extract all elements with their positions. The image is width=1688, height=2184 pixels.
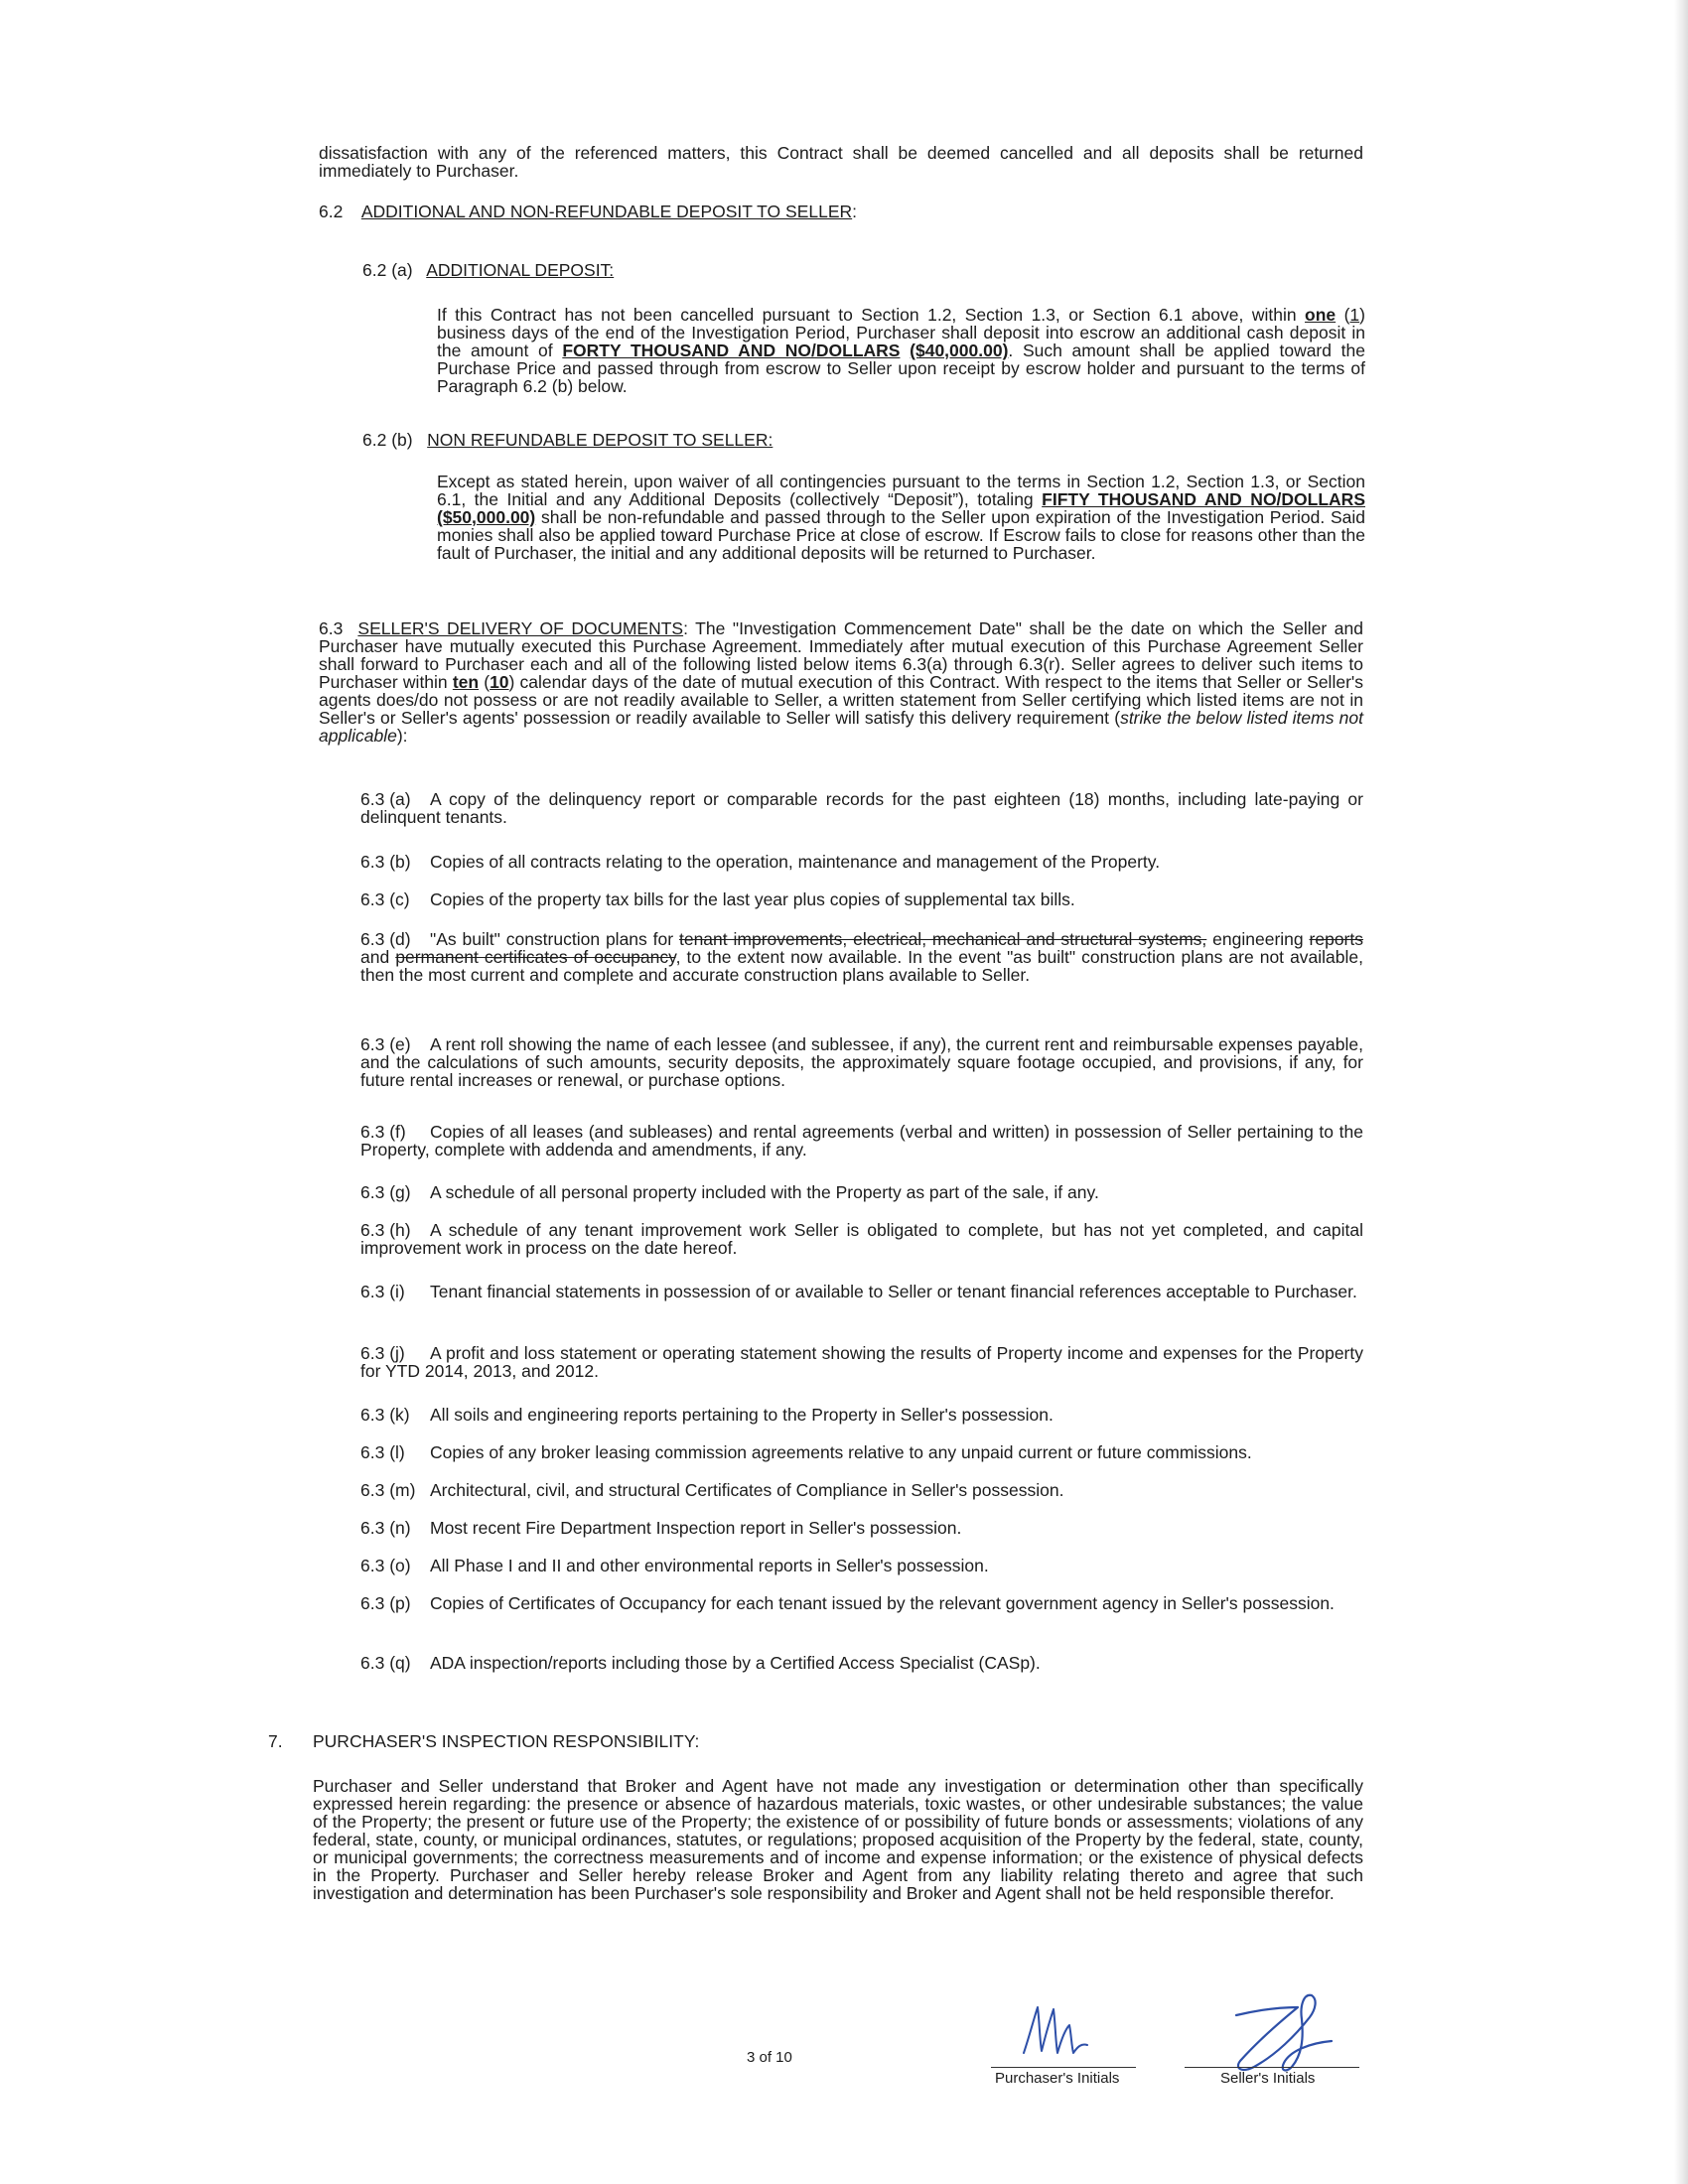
item-label: 6.3 (b) [360,852,411,872]
list-item-6-3a [360,790,1363,826]
item-label: 6.3 (k) [360,1405,410,1425]
body-text: shall be non-refundable and passed through to the Seller upon expiration of the Investigation Period. Said monies shall also be applied toward Purchase Price at close of escrow. If Escrow fails to close for reasons other than the fault of Purchaser, the initial and any additional deposits will be returned to Purchaser. [437,507,1365,563]
purchaser-initials-line [991,2067,1136,2068]
item-label: 6.3 (a) [360,789,411,809]
item-label: 6.3 (g) [360,1182,411,1202]
purchaser-initials-label: Purchaser's Initials [995,2070,1120,2087]
item-text: A schedule of any tenant improvement work Seller is obligated to complete, but has not yet completed, and capital improvement work in process on the date hereof. [360,1220,1363,1258]
body-text: ) calendar days of the date of mutual execution of this Contract. With respect to the items that Seller or Seller's agents does/do not possess or are not readily available to Seller, a written statement from Seller certifying which listed items are not in Seller's or Seller's agents' possession or readily available to Seller will satisfy this delivery requirement ( [319,672,1363,728]
amount-words: FORTY THOUSAND AND NO/DOLLARS [562,341,901,360]
body-text-emphasis: 1 [1349,305,1360,325]
item-text: All Phase I and II and other environmental reports in Seller's possession. [430,1556,989,1575]
section-6-2a-body [437,306,1365,395]
item-text: Copies of the property tax bills for the last year plus copies of supplemental tax bills. [430,889,1075,909]
section-7-number: 7. [268,1731,283,1751]
list-item-6-3k [360,1406,1363,1424]
seller-initials-label: Seller's Initials [1220,2070,1316,2087]
list-item-6-3m [360,1481,1363,1499]
section-7-heading: PURCHASER'S INSPECTION RESPONSIBILITY: [313,1731,700,1751]
list-item-6-3c [360,890,1363,908]
item-text: , to the extent now available. In the event "as built" construction plans are not available, then the most current and complete and accurate construction plans available to Seller. [360,947,1364,985]
body-text: ): [396,726,408,746]
amount-words: FIFTY THOUSAND AND NO/DOLLARS [1042,489,1365,509]
purchaser-initials-block [991,1995,1140,2085]
subsection-title: ADDITIONAL DEPOSIT: [426,260,615,280]
item-text-struck: reports [1309,929,1363,949]
subsection-title: NON REFUNDABLE DEPOSIT TO SELLER: [427,430,774,450]
item-text: Tenant financial statements in possession of or available to Seller or tenant financial references acceptable to Purchaser. [430,1282,1357,1301]
item-label: 6.3 (o) [360,1556,411,1575]
item-label: 6.3 (h) [360,1220,411,1240]
list-item-6-3j [360,1344,1363,1380]
subsection-number: 6.2 (b) [362,430,413,450]
item-text: Most recent Fire Department Inspection report in Seller's possession. [430,1518,962,1538]
list-item-6-3f [360,1123,1363,1159]
item-text: A copy of the delinquency report or comparable records for the past eighteen (18) months, including late-paying or delinquent tenants. [360,789,1363,827]
section-title: ADDITIONAL AND NON-REFUNDABLE DEPOSIT TO SELLER [360,202,853,221]
section-number: 6.2 [319,202,344,221]
body-text: ( [1336,305,1350,325]
list-item-6-3l [360,1443,1363,1461]
item-label: 6.3 (l) [360,1442,405,1462]
section-6-2b-body [437,473,1365,562]
section-6-2-heading [319,203,1212,220]
heading-colon: : [852,202,858,221]
item-label: 6.3 (m) [360,1480,416,1500]
body-text: . Such amount shall be applied toward the Purchase Price and passed through from escrow to Seller upon receipt by escrow holder and pursuant to the terms of Paragraph 6.2 (b) below. [437,341,1365,396]
body-text: ( [479,672,491,692]
seller-initials-line [1185,2067,1359,2068]
list-item-6-3p [360,1594,1363,1612]
item-label: 6.3 (i) [360,1282,405,1301]
item-text: Architectural, civil, and structural Certificates of Compliance in Seller's possession. [430,1480,1064,1500]
list-item-6-3d [360,930,1363,984]
section-6-2a-heading [362,261,958,279]
page-number: 3 of 10 [747,2049,792,2066]
body-text: Except as stated herein, upon waiver of all contingencies pursuant to the terms in Section 1.2, Section 1.3, or Section 6.1, the Initial and any Additional Deposits (collectively “Deposit”), totaling [437,472,1365,509]
list-item-6-3o [360,1557,1363,1574]
item-text: A profit and loss statement or operating statement showing the results of Property income and expenses for the Property for YTD 2014, 2013, and 2012. [360,1343,1363,1381]
body-text-emphasis: 10 [490,672,509,692]
item-text: Copies of any broker leasing commission agreements relative to any unpaid current or future commissions. [430,1442,1252,1462]
list-item-6-3b [360,853,1363,871]
list-item-6-3g [360,1183,1363,1201]
body-text-italic: strike the below listed items not applicable [319,708,1363,746]
item-label: 6.3 (f) [360,1122,406,1142]
purchaser-initials-signature [1016,1995,1105,2065]
section-6-3-intro [319,619,1363,745]
item-label: 6.3 (p) [360,1593,411,1613]
amount-number: ($50,000.00) [437,507,536,527]
body-text: ) business days of the end of the Investigation Period, Purchaser shall deposit into escrow an additional cash deposit in the amount of [437,305,1365,360]
item-text: Copies of Certificates of Occupancy for each tenant issued by the relevant government agency in Seller's possession. [430,1593,1335,1613]
body-text-emphasis: ten [452,672,480,692]
item-text: engineering [1206,929,1310,949]
item-text: "As built" construction plans for [430,929,679,949]
section-7-body: Purchaser and Seller understand that Broker and Agent have not made any investigation or determination other than specifically expressed herein regarding: the presence or absence of hazardous materials, toxic wastes, or other undesirable substances; the value of the Property; the present or future use of the Property; the existence of or possibility of future bonds or assessments; violations of any federal, state, county, or municipal ordinances, statutes, or regulations; proposed acquisition of the Property by the federal, state, county, or municipal governments; the correctness measurements and of income and expense information; or the existence of physical defects in the Property. Purchaser and Seller hereby release Broker and Agent from any liability relating thereto and agree that such investigation and determination has been Purchaser's sole responsibility and Broker and Agent shall not be held responsible therefor. [313,1776,1363,1903]
amount-number: ($40,000.00) [910,341,1009,360]
item-text: A schedule of all personal property included with the Property as part of the sale, if any. [430,1182,1099,1202]
item-text-struck: permanent certificates of occupancy [395,947,676,967]
item-label: 6.3 (d) [360,929,411,949]
scan-edge-shadow [1674,0,1688,2184]
list-item-6-3h [360,1221,1363,1257]
item-text: Copies of all contracts relating to the operation, maintenance and management of the Property. [430,852,1161,872]
body-text: If this Contract has not been cancelled pursuant to Section 1.2, Section 1.3, or Section 6.1 above, within [437,305,1306,325]
section-title: SELLER'S DELIVERY OF DOCUMENTS [357,618,684,638]
seller-initials-signature [1206,1985,1355,2080]
body-text: : The "Investigation Commencement Date" shall be the date on which the Seller and Purchaser have mutually executed this Purchase Agreement. Immediately after mutual execution of this Purchase Agreement Seller shall forward to Purchaser each and all of the following listed below items 6.3(a) through 6.3(r). Seller agrees to deliver such items to Purchaser within [319,618,1363,692]
list-item-6-3i [360,1283,1363,1300]
list-item-6-3q [360,1654,1363,1672]
item-text: All soils and engineering reports pertaining to the Property in Seller's possession. [430,1405,1054,1425]
item-label: 6.3 (n) [360,1518,411,1538]
item-text: and [360,947,396,967]
item-label: 6.3 (q) [360,1653,411,1673]
subsection-number: 6.2 (a) [362,260,413,280]
item-text-struck: tenant improvements, electrical, mechanical and structural systems, [678,929,1207,949]
item-text: ADA inspection/reports including those by a Certified Access Specialist (CASp). [430,1653,1041,1673]
item-label: 6.3 (e) [360,1034,411,1054]
list-item-6-3n [360,1519,1363,1537]
seller-initials-block [1185,1985,1363,2085]
item-label: 6.3 (j) [360,1343,405,1363]
section-number: 6.3 [319,618,344,638]
section-6-2b-heading [362,431,958,449]
intro-paragraph: dissatisfaction with any of the referenced matters, this Contract shall be deemed cancelled and all deposits shall be returned immediately to Purchaser. [319,143,1363,181]
item-text: A rent roll showing the name of each lessee (and sublessee, if any), the current rent and reimbursable expenses payable, and the calculations of such amounts, security deposits, the approximately square footage occupied, and provisions, if any, for future rental increases or renewal, or purchase options. [360,1034,1363,1090]
body-text [900,341,910,360]
item-label: 6.3 (c) [360,889,410,909]
item-text: Copies of all leases (and subleases) and rental agreements (verbal and written) in possession of Seller pertaining to the Property, complete with addenda and amendments, if any. [360,1122,1363,1160]
list-item-6-3e [360,1035,1363,1089]
body-text-emphasis: one [1305,305,1336,325]
